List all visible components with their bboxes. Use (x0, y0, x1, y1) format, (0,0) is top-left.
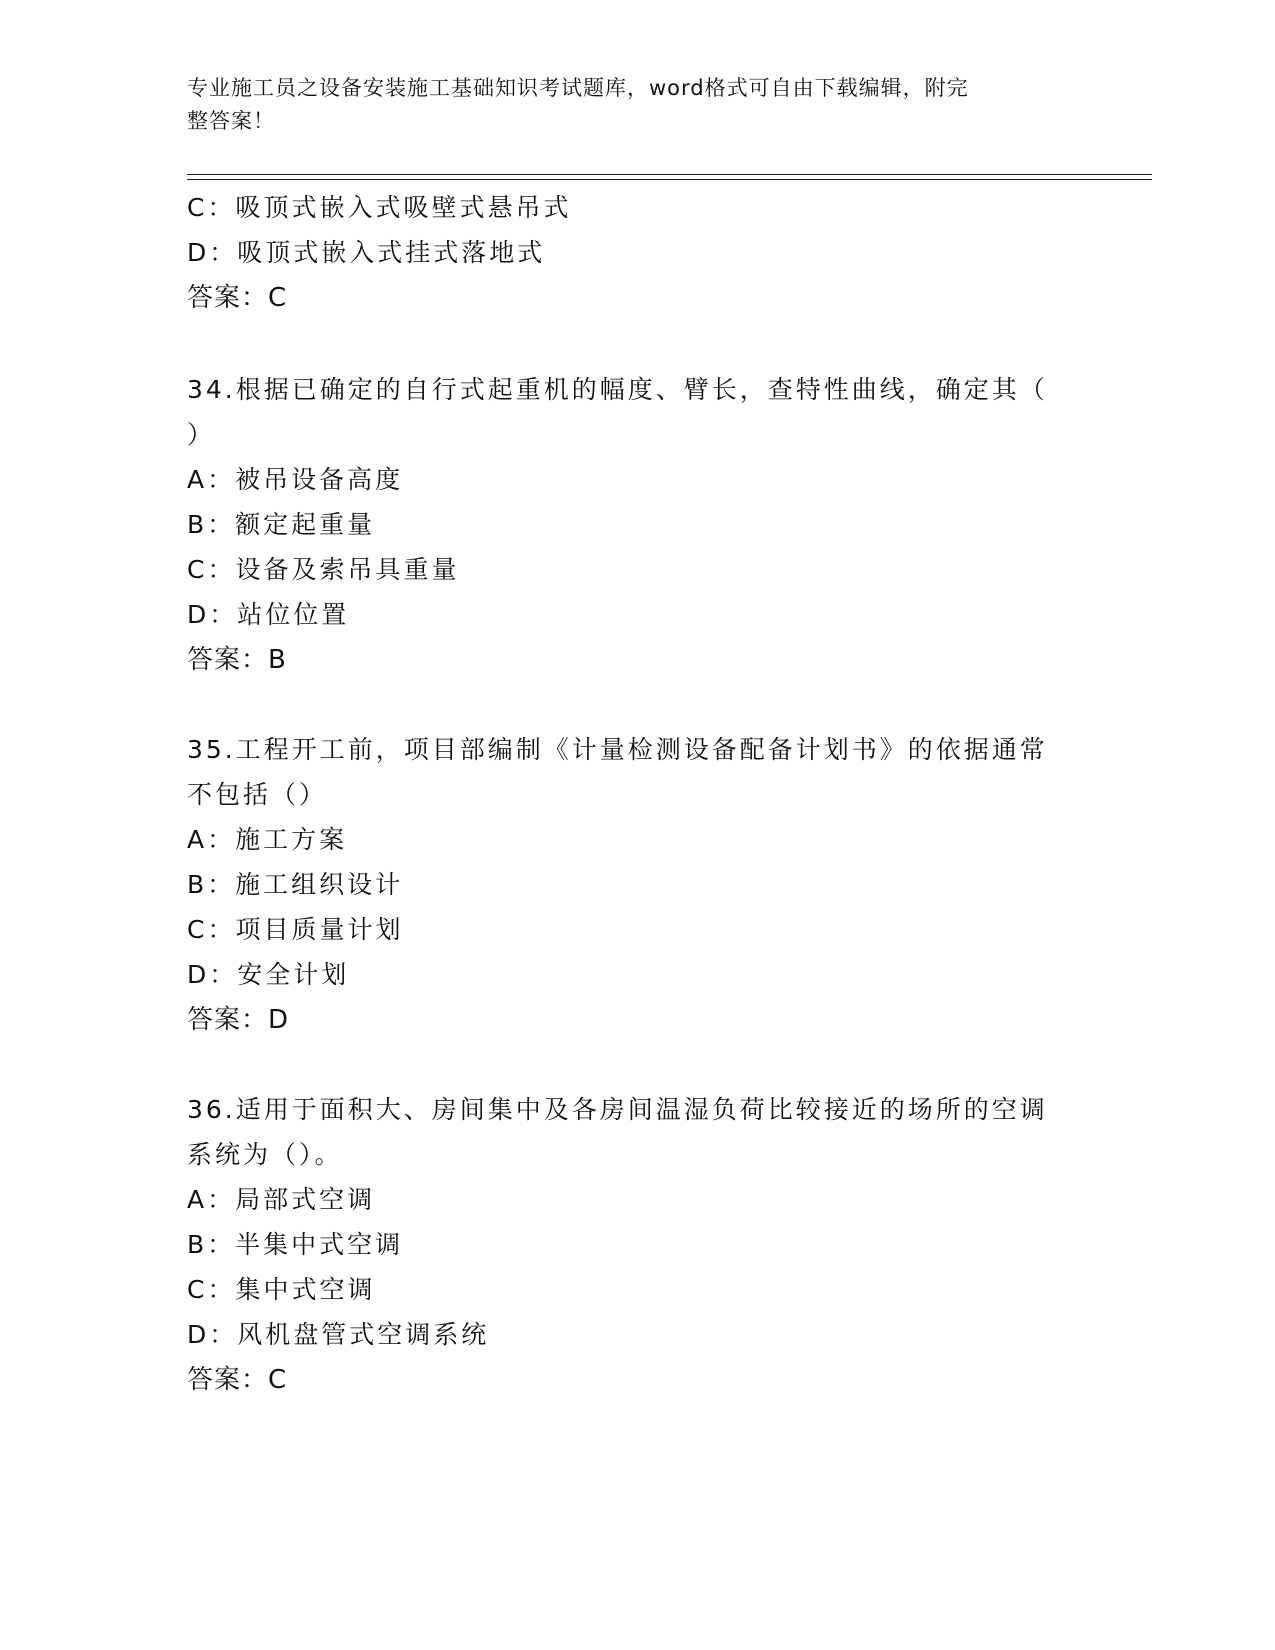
option-a: A：被吊设备高度 (187, 465, 404, 494)
header-line-1: 专业施工员之设备安装施工基础知识考试题库，word格式可自由下载编辑，附完 (187, 76, 969, 100)
option-d: D：站位位置 (187, 600, 350, 629)
option-c: C：设备及索吊具重量 (187, 555, 460, 584)
answer: 答案：C (187, 1365, 288, 1395)
question-text-line-1: 34.根据已确定的自行式起重机的幅度、臂长，查特性曲线，确定其（ (187, 375, 1048, 404)
question-text-line-2: ） (187, 420, 216, 449)
question-text-line-1: 36.适用于面积大、房间集中及各房间温湿负荷比较接近的场所的空调 (187, 1095, 1048, 1124)
header-rule-bottom (187, 179, 1152, 180)
answer: 答案：C (187, 283, 288, 313)
option-b: B：施工组织设计 (187, 870, 404, 899)
option-c: C：集中式空调 (187, 1275, 376, 1304)
option-a: A：局部式空调 (187, 1185, 376, 1214)
option-b: B：额定起重量 (187, 510, 376, 539)
header-line-2: 整答案！ (187, 109, 275, 133)
question-text-line-1: 35.工程开工前，项目部编制《计量检测设备配备计划书》的依据通常 (187, 735, 1048, 764)
option-c: C：吸顶式嵌入式吸壁式悬吊式 (187, 193, 572, 222)
option-a: A：施工方案 (187, 825, 348, 854)
header-rule-top (187, 174, 1152, 175)
option-d: D：吸顶式嵌入式挂式落地式 (187, 238, 546, 267)
question-text-line-2: 不包括（） (187, 780, 328, 809)
answer: 答案：D (187, 1005, 290, 1035)
option-b: B：半集中式空调 (187, 1230, 404, 1259)
answer: 答案：B (187, 645, 287, 675)
question-text-line-2: 系统为（）。 (187, 1140, 343, 1169)
header-text (187, 72, 1067, 138)
option-c: C：项目质量计划 (187, 915, 404, 944)
option-d: D：安全计划 (187, 960, 350, 989)
option-d: D：风机盘管式空调系统 (187, 1320, 490, 1349)
